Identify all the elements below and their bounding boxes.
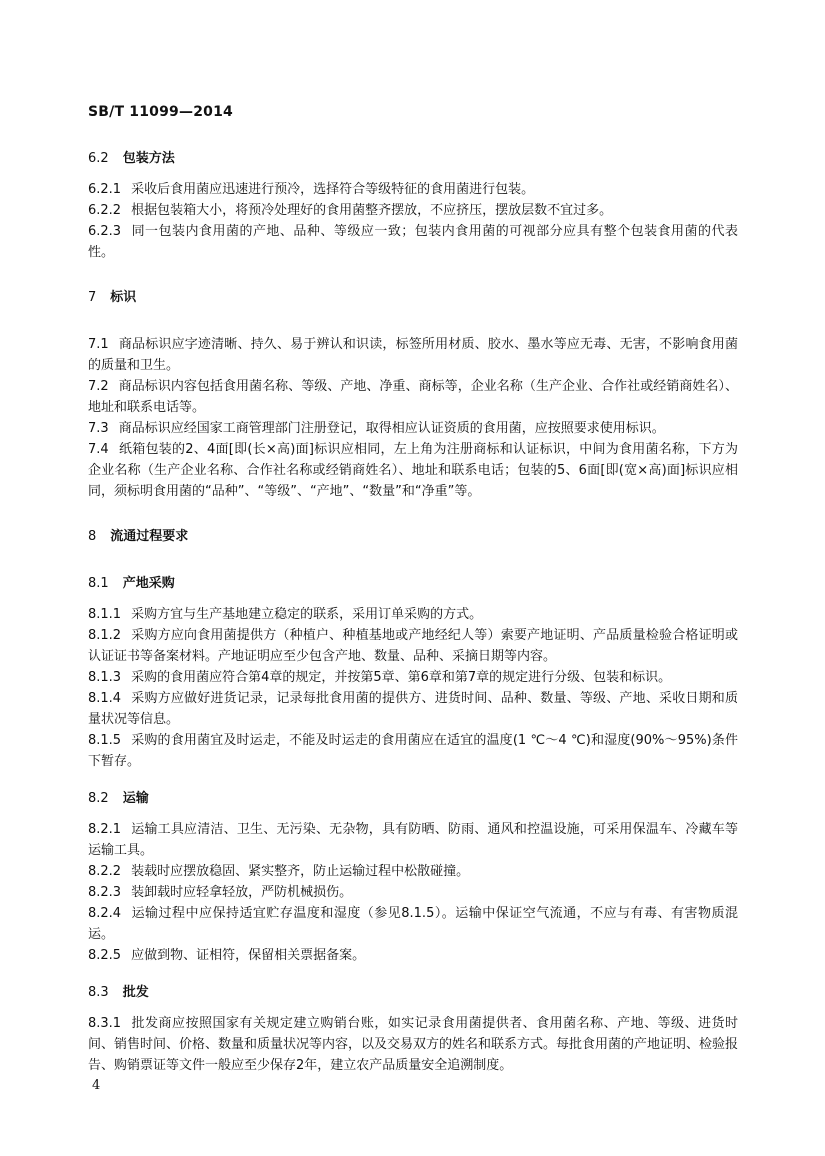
clause-text: 批发商应按照国家有关规定建立购销台账，如实记录食用菌提供者、食用菌名称、产地、等级、进货时间、销售时间、价格、数量和质量状况等内容，以及交易双方的姓名和联系方式。每批食用菌的产地证明、检验报告、购销票证等文件一般应至少保存2年，建立农产品质量安全追溯制度。 bbox=[88, 1016, 739, 1073]
clause-8-1-1 bbox=[88, 604, 738, 625]
clause-number: 8.2.4 bbox=[88, 906, 122, 921]
section-heading-8-3 bbox=[88, 982, 738, 1003]
clause-text: 采购方应向食用菌提供方（种植户、种植基地或产地经纪人等）索要产地证明、产品质量检验合格证明或认证证书等备案材料。产地证明应至少包含产地、数量、品种、采摘日期等内容。 bbox=[88, 628, 738, 664]
standard-code: SB/T 11099—2014 bbox=[88, 104, 233, 120]
clause-8-2-1 bbox=[88, 819, 738, 861]
section-title: 批发 bbox=[122, 985, 149, 1000]
clause-text: 采收后食用菌应迅速进行预冷，选择符合等级特征的食用菌进行包装。 bbox=[131, 182, 535, 197]
clause-number: 7.3 bbox=[88, 421, 109, 436]
clause-text: 根据包装箱大小，将预冷处理好的食用菌整齐摆放，不应挤压，摆放层数不宜过多。 bbox=[131, 203, 613, 218]
clause-7-3 bbox=[88, 418, 738, 439]
section-number: 7 bbox=[88, 290, 97, 305]
clause-number: 8.1.4 bbox=[88, 691, 122, 706]
clause-7-2 bbox=[88, 376, 738, 418]
clause-number: 7.4 bbox=[88, 442, 109, 457]
clause-text: 应做到物、证相符，保留相关票据备案。 bbox=[131, 948, 366, 963]
clause-6-2-1 bbox=[88, 179, 738, 200]
clause-number: 8.1.2 bbox=[88, 628, 122, 643]
clause-text: 采购的食用菌宜及时运走，不能及时运走的食用菌应在适宜的温度(1 ℃～4 ℃)和湿度(90%～95%)条件下暂存。 bbox=[88, 733, 738, 769]
clause-text: 采购的食用菌应符合第4章的规定，并按第5章、第6章和第7章的规定进行分级、包装和标识。 bbox=[131, 670, 672, 685]
section-number: 8.1 bbox=[88, 576, 109, 591]
clause-8-1-3 bbox=[88, 667, 738, 688]
section-title: 标识 bbox=[110, 290, 137, 305]
section-title: 流通过程要求 bbox=[110, 529, 189, 544]
clause-text: 采购方应做好进货记录，记录每批食用菌的提供方、进货时间、品种、数量、等级、产地、采收日期和质量状况等信息。 bbox=[88, 691, 738, 727]
section-title: 产地采购 bbox=[122, 576, 175, 591]
clause-text: 装卸载时应轻拿轻放，严防机械损伤。 bbox=[131, 885, 353, 900]
page-content bbox=[88, 148, 738, 1076]
clause-8-3-1 bbox=[88, 1013, 738, 1076]
page-number: 4 bbox=[92, 1078, 101, 1093]
clause-text: 纸箱包装的2、4面[即(长×高)面]标识应相同，左上角为注册商标和认证标识，中间为食用菌名称，下方为企业名称（生产企业名称、合作社名称或经销商姓名）、地址和联系电话；包装的5、6面[即(宽×高)面]标识应相同，须标明食用菌的“品种”、“等级”、“产地”、“数量”和“净重”等。 bbox=[88, 442, 738, 499]
section-number: 8 bbox=[88, 529, 97, 544]
clause-number: 6.2.2 bbox=[88, 203, 122, 218]
clause-text: 运输过程中应保持适宜贮存温度和湿度（参见8.1.5）。运输中保证空气流通，不应与有毒、有害物质混运。 bbox=[88, 906, 738, 942]
clause-number: 8.2.3 bbox=[88, 885, 122, 900]
section-heading-7 bbox=[88, 287, 738, 308]
clause-number: 8.1.1 bbox=[88, 607, 122, 622]
clause-text: 采购方宜与生产基地建立稳定的联系，采用订单采购的方式。 bbox=[131, 607, 483, 622]
section-heading-8 bbox=[88, 526, 738, 547]
clause-8-1-2 bbox=[88, 625, 738, 667]
section-title: 包装方法 bbox=[122, 151, 175, 166]
clause-text: 商品标识应字迹清晰、持久、易于辨认和识读，标签所用材质、胶水、墨水等应无毒、无害，不影响食用菌的质量和卫生。 bbox=[88, 337, 738, 373]
clause-6-2-3 bbox=[88, 221, 738, 263]
clause-number: 7.2 bbox=[88, 379, 109, 394]
clause-number: 8.2.5 bbox=[88, 948, 122, 963]
clause-text: 商品标识内容包括食用菌名称、等级、产地、净重、商标等，企业名称（生产企业、合作社或经销商姓名）、地址和联系电话等。 bbox=[88, 379, 738, 415]
clause-number: 8.1.3 bbox=[88, 670, 122, 685]
clause-number: 7.1 bbox=[88, 337, 109, 352]
clause-8-1-5 bbox=[88, 730, 738, 772]
section-number: 8.2 bbox=[88, 791, 109, 806]
clause-7-4 bbox=[88, 439, 738, 502]
clause-text: 装载时应摆放稳固、紧实整齐，防止运输过程中松散碰撞。 bbox=[131, 864, 470, 879]
clause-8-2-2 bbox=[88, 861, 738, 882]
clause-8-2-4 bbox=[88, 903, 738, 945]
clause-8-2-5 bbox=[88, 945, 738, 966]
clause-text: 商品标识应经国家工商管理部门注册登记，取得相应认证资质的食用菌，应按照要求使用标识。 bbox=[118, 421, 665, 436]
clause-8-2-3 bbox=[88, 882, 738, 903]
clause-number: 8.1.5 bbox=[88, 733, 122, 748]
clause-number: 6.2.1 bbox=[88, 182, 122, 197]
clause-8-1-4 bbox=[88, 688, 738, 730]
section-heading-8-1 bbox=[88, 573, 738, 594]
clause-7-1 bbox=[88, 334, 738, 376]
section-heading-8-2 bbox=[88, 788, 738, 809]
clause-text: 同一包装内食用菌的产地、品种、等级应一致；包装内食用菌的可视部分应具有整个包装食用菌的代表性。 bbox=[88, 224, 738, 260]
clause-text: 运输工具应清洁、卫生、无污染、无杂物，具有防晒、防雨、通风和控温设施，可采用保温车、冷藏车等运输工具。 bbox=[88, 822, 738, 858]
section-number: 8.3 bbox=[88, 985, 109, 1000]
section-number: 6.2 bbox=[88, 151, 109, 166]
clause-number: 8.2.1 bbox=[88, 822, 122, 837]
clause-number: 8.3.1 bbox=[88, 1016, 122, 1031]
clause-6-2-2 bbox=[88, 200, 738, 221]
clause-number: 6.2.3 bbox=[88, 224, 122, 239]
section-title: 运输 bbox=[122, 791, 149, 806]
clause-number: 8.2.2 bbox=[88, 864, 122, 879]
section-heading-6-2 bbox=[88, 148, 738, 169]
